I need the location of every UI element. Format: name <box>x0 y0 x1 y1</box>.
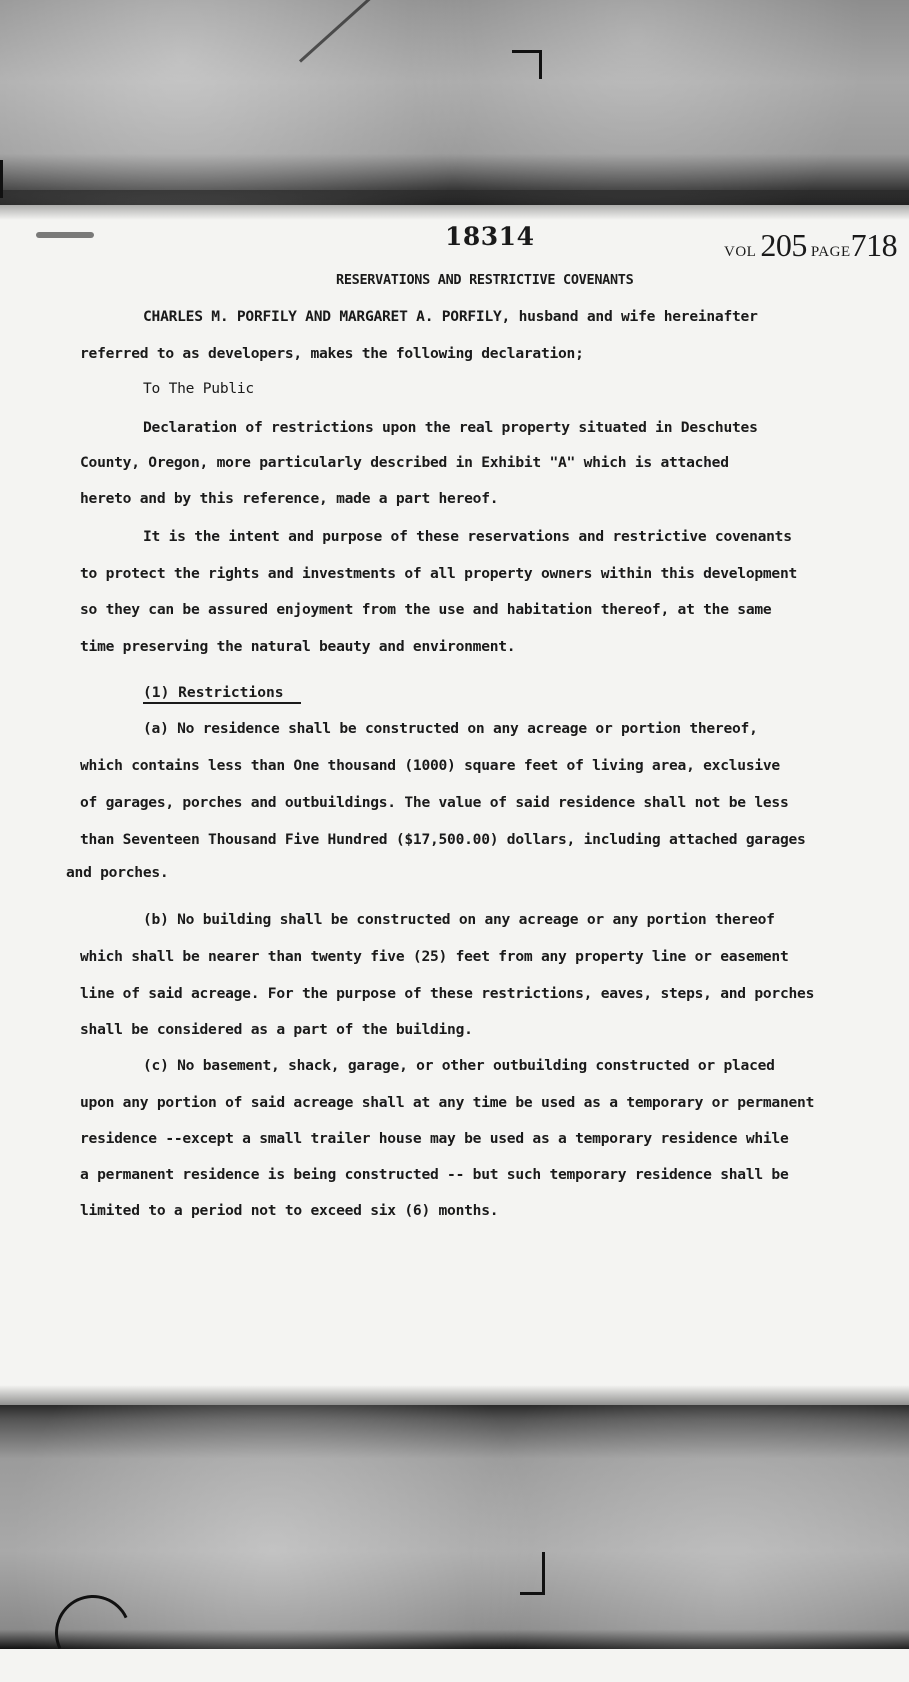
text-line: and porches. <box>66 864 169 881</box>
text-line: to protect the rights and investments of all property owners within this development <box>80 565 798 582</box>
text-line: referred to as developers, makes the following declaration; <box>80 345 584 362</box>
section-heading-underline <box>143 702 301 704</box>
text-line: which shall be nearer than twenty five (25) feet from any property line or easement <box>80 948 789 965</box>
text-line: residence --except a small trailer house may be used as a temporary residence while <box>80 1130 789 1147</box>
text-line: which contains less than One thousand (1000) square feet of living area, exclusive <box>80 757 780 774</box>
text-line: It is the intent and purpose of these reservations and restrictive covenants <box>143 528 792 545</box>
page-label: PAGE <box>810 244 851 260</box>
document-title: RESERVATIONS AND RESTRICTIVE COVENANTS <box>336 272 634 288</box>
text-line: than Seventeen Thousand Five Hundred ($17,500.00) dollars, including attached garages <box>80 831 806 848</box>
text-line: line of said acreage. For the purpose of these restrictions, eaves, steps, and porches <box>80 985 815 1002</box>
text-line: of garages, porches and outbuildings. The value of said residence shall not be less <box>80 794 789 811</box>
section-heading-restrictions: (1) Restrictions <box>143 684 284 701</box>
text-line: (a) No residence shall be constructed on any acreage or portion thereof, <box>143 720 758 737</box>
salutation: To The Public <box>143 380 254 397</box>
scan-shadow-top <box>0 190 909 220</box>
ink-smudge <box>36 232 94 238</box>
vol-number: 205 <box>760 227 807 263</box>
page-number: 718 <box>850 227 898 263</box>
text-line: hereto and by this reference, made a part hereof. <box>80 490 499 507</box>
crop-mark-bottom-right <box>520 1552 545 1595</box>
text-line: CHARLES M. PORFILY AND MARGARET A. PORFILY, husband and wife hereinafter <box>143 308 758 325</box>
volume-page-reference <box>724 227 897 264</box>
text-line: so they can be assured enjoyment from the use and habitation thereof, at the same <box>80 601 772 618</box>
crop-mark-top-left <box>0 160 11 198</box>
crop-mark-top-right <box>512 50 542 79</box>
text-line: Declaration of restrictions upon the real property situated in Deschutes <box>143 419 758 436</box>
text-line: limited to a period not to exceed six (6) months. <box>80 1202 499 1219</box>
text-line: shall be considered as a part of the building. <box>80 1021 473 1038</box>
vol-label: VOL <box>724 244 757 260</box>
text-line: upon any portion of said acreage shall at any time be used as a temporary or permanent <box>80 1094 815 1111</box>
document-number: 18314 <box>445 222 535 251</box>
text-line: a permanent residence is being constructed -- but such temporary residence shall be <box>80 1166 789 1183</box>
scan-noise-bottom <box>0 1405 909 1649</box>
text-line: (c) No basement, shack, garage, or other outbuilding constructed or placed <box>143 1057 775 1074</box>
scan-noise-top <box>0 0 909 205</box>
text-line: time preserving the natural beauty and environment. <box>80 638 516 655</box>
text-line: (b) No building shall be constructed on any acreage or any portion thereof <box>143 911 775 928</box>
text-line: County, Oregon, more particularly described in Exhibit "A" which is attached <box>80 454 729 471</box>
